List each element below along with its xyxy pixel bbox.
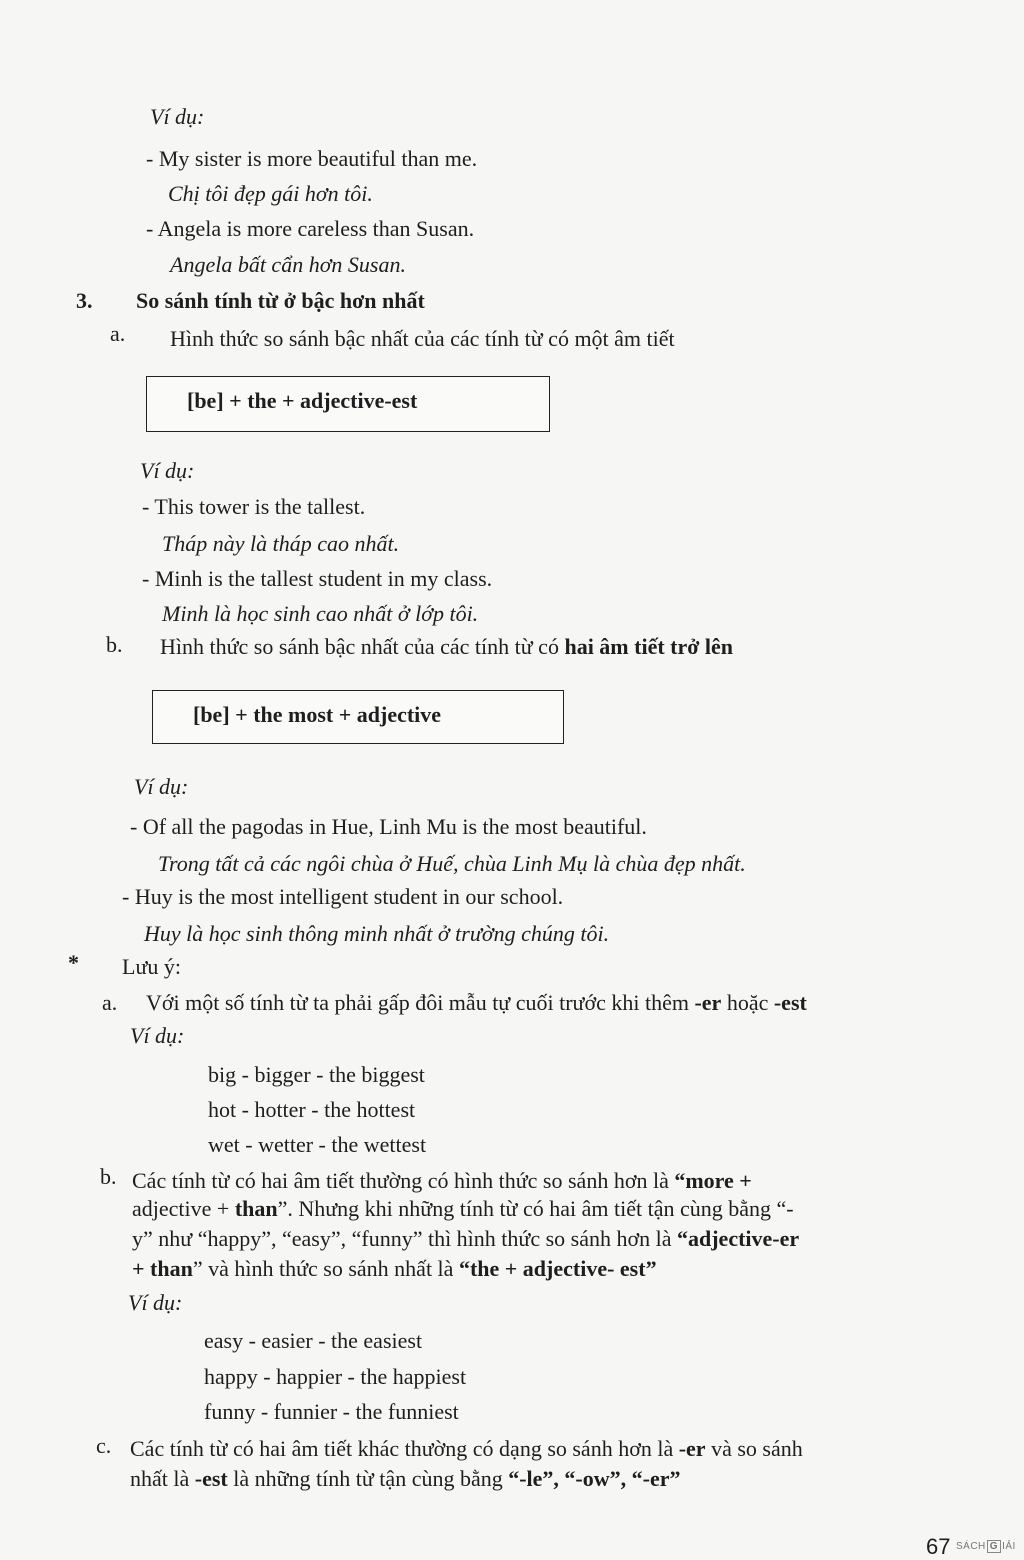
publisher-logo (956, 1540, 1016, 1553)
example-translation: Minh là học sinh cao nhất ở lớp tôi. (162, 601, 479, 626)
example-label: Ví dụ: (140, 458, 195, 483)
note-text-part: Các tính từ có hai âm tiết khác thường có dạng so sánh hơn là (130, 1436, 679, 1461)
note-label: Lưu ý: (122, 954, 181, 979)
note-text-bold: “adjective-er (677, 1226, 800, 1251)
note-text-part: ”. Nhưng khi những tính từ có hai âm tiết tận cùng bằng “- (277, 1196, 794, 1221)
example-translation: Trong tất cả các ngôi chùa ở Huế, chùa Linh Mụ là chùa đẹp nhất. (158, 851, 746, 876)
note-text-bold: “the + adjective- est” (458, 1256, 657, 1281)
subsection-text (160, 634, 733, 660)
note-text (132, 1226, 799, 1252)
note-text (130, 1466, 681, 1492)
note-text-part: ” và hình thức so sánh nhất là (192, 1256, 459, 1281)
word-forms: wet - wetter - the wettest (208, 1132, 427, 1157)
note-text-bold: -er (694, 990, 722, 1015)
logo-text: SÁCH (956, 1541, 986, 1552)
word-forms: hot - hotter - the hottest (208, 1097, 416, 1122)
subsection-text: Hình thức so sánh bậc nhất của các tính từ có một âm tiết (170, 326, 675, 351)
subsection-letter: b. (106, 632, 123, 657)
word-forms: funny - funnier - the funniest (204, 1399, 459, 1424)
note-text-bold: -est (773, 990, 807, 1015)
example-translation: Chị tôi đẹp gái hơn tôi. (168, 181, 373, 206)
note-text-bold: “-le”, “-ow”, “-er” (508, 1466, 681, 1491)
example-translation: Tháp này là tháp cao nhất. (162, 531, 400, 556)
example-sentence: - Of all the pagodas in Hue, Linh Mu is the most beautiful. (130, 814, 647, 839)
note-text-part: và so sánh (705, 1436, 803, 1461)
note-text-bold: -est (194, 1466, 228, 1491)
section-title: So sánh tính từ ở bậc hơn nhất (136, 288, 425, 313)
formula-box (146, 376, 550, 432)
example-sentence: - Minh is the tallest student in my class. (142, 566, 493, 591)
note-text-part: nhất là (130, 1466, 195, 1491)
note-text-part: y” như “happy”, “easy”, “funny” thì hình thức so sánh hơn là (132, 1226, 677, 1251)
word-forms: easy - easier - the easiest (204, 1328, 423, 1353)
word-forms: happy - happier - the happiest (204, 1364, 467, 1389)
note-letter: b. (100, 1164, 117, 1189)
example-label: Ví dụ: (130, 1023, 185, 1048)
example-label: Ví dụ: (134, 774, 189, 799)
note-text-part: là những tính từ tận cùng bằng (227, 1466, 509, 1491)
note-text (132, 1196, 794, 1222)
note-text-bold: -er (678, 1436, 706, 1461)
example-sentence: - Huy is the most intelligent student in our school. (122, 884, 564, 909)
word-forms: big - bigger - the biggest (208, 1062, 425, 1087)
page-number: 67 (926, 1534, 951, 1559)
formula-box (152, 690, 564, 744)
note-text-part: hoặc (721, 990, 774, 1015)
note-star: * (68, 950, 79, 975)
example-sentence: - This tower is the tallest. (142, 494, 366, 519)
example-translation: Huy là học sinh thông minh nhất ở trường chúng tôi. (144, 921, 610, 946)
note-text (146, 990, 807, 1016)
example-translation: Angela bất cẩn hơn Susan. (170, 252, 406, 277)
note-text-part: Với một số tính từ ta phải gấp đôi mẫu tự cuối trước khi thêm (146, 990, 695, 1015)
example-sentence: - Angela is more careless than Susan. (146, 216, 475, 241)
note-text-part: adjective + (132, 1196, 235, 1221)
note-text-bold: + than (132, 1256, 193, 1281)
note-text (130, 1436, 803, 1462)
note-text (132, 1256, 657, 1282)
subsection-letter: a. (110, 321, 126, 346)
note-letter: a. (102, 990, 118, 1015)
subsection-text-normal: Hình thức so sánh bậc nhất của các tính từ có (160, 634, 565, 659)
note-text-bold: than (234, 1196, 278, 1221)
logo-mark-icon: G (987, 1540, 1001, 1553)
note-text (132, 1168, 752, 1194)
logo-text: IẢI (1002, 1541, 1016, 1552)
note-text-part: Các tính từ có hai âm tiết thường có hình thức so sánh hơn là (132, 1168, 675, 1193)
formula-text: [be] + the + adjective-est (187, 388, 418, 413)
example-sentence: - My sister is more beautiful than me. (146, 146, 478, 171)
example-label: Ví dụ: (128, 1290, 183, 1315)
section-number: 3. (76, 288, 93, 313)
note-text-bold: “more + (674, 1168, 752, 1193)
example-label: Ví dụ: (150, 104, 205, 129)
subsection-text-bold: hai âm tiết trở lên (564, 634, 734, 659)
formula-text: [be] + the most + adjective (193, 702, 442, 727)
note-letter: c. (96, 1433, 112, 1458)
